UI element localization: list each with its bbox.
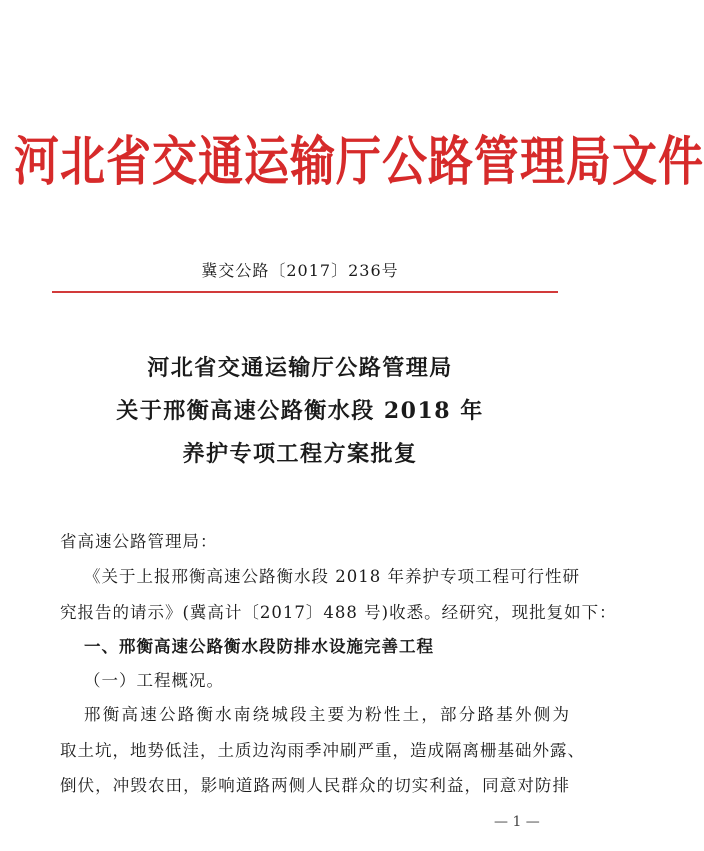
section-heading: 一、邢衡高速公路衡水段防排水设施完善工程 [84, 637, 434, 656]
paragraph-2-line-1: 邢衡高速公路衡水南绕城段主要为粉性土，部分路基外侧为 [84, 705, 570, 724]
document-title-line-2: 关于邢衡高速公路衡水段 2018 年 [116, 398, 484, 424]
document-title-line-1: 河北省交通运输厅公路管理局 [147, 355, 453, 381]
paragraph-1-line-2: 究报告的请示》(冀高计〔2017〕488 号)收悉。经研究，现批复如下： [60, 603, 617, 622]
page-number: — 1 — [494, 814, 540, 830]
subsection-heading: （一）工程概况。 [84, 671, 224, 690]
paragraph-2-line-3: 倒伏，冲毁农田，影响道路两侧人民群众的切实利益，同意对防排 [60, 776, 570, 795]
document-number: 冀交公路〔2017〕236号 [201, 261, 399, 280]
salutation: 省高速公路管理局： [60, 532, 218, 551]
paragraph-2-line-2: 取土坑，地势低洼，土质边沟雨季冲刷严重，造成隔离栅基础外露、 [60, 741, 585, 760]
letterhead-title: 河北省交通运输厅公路管理局文件 [14, 129, 704, 193]
paragraph-1-line-1: 《关于上报邢衡高速公路衡水段 2018 年养护专项工程可行性研 [84, 567, 580, 586]
red-divider-line [52, 291, 558, 293]
document-title-line-3: 养护专项工程方案批复 [182, 441, 418, 467]
